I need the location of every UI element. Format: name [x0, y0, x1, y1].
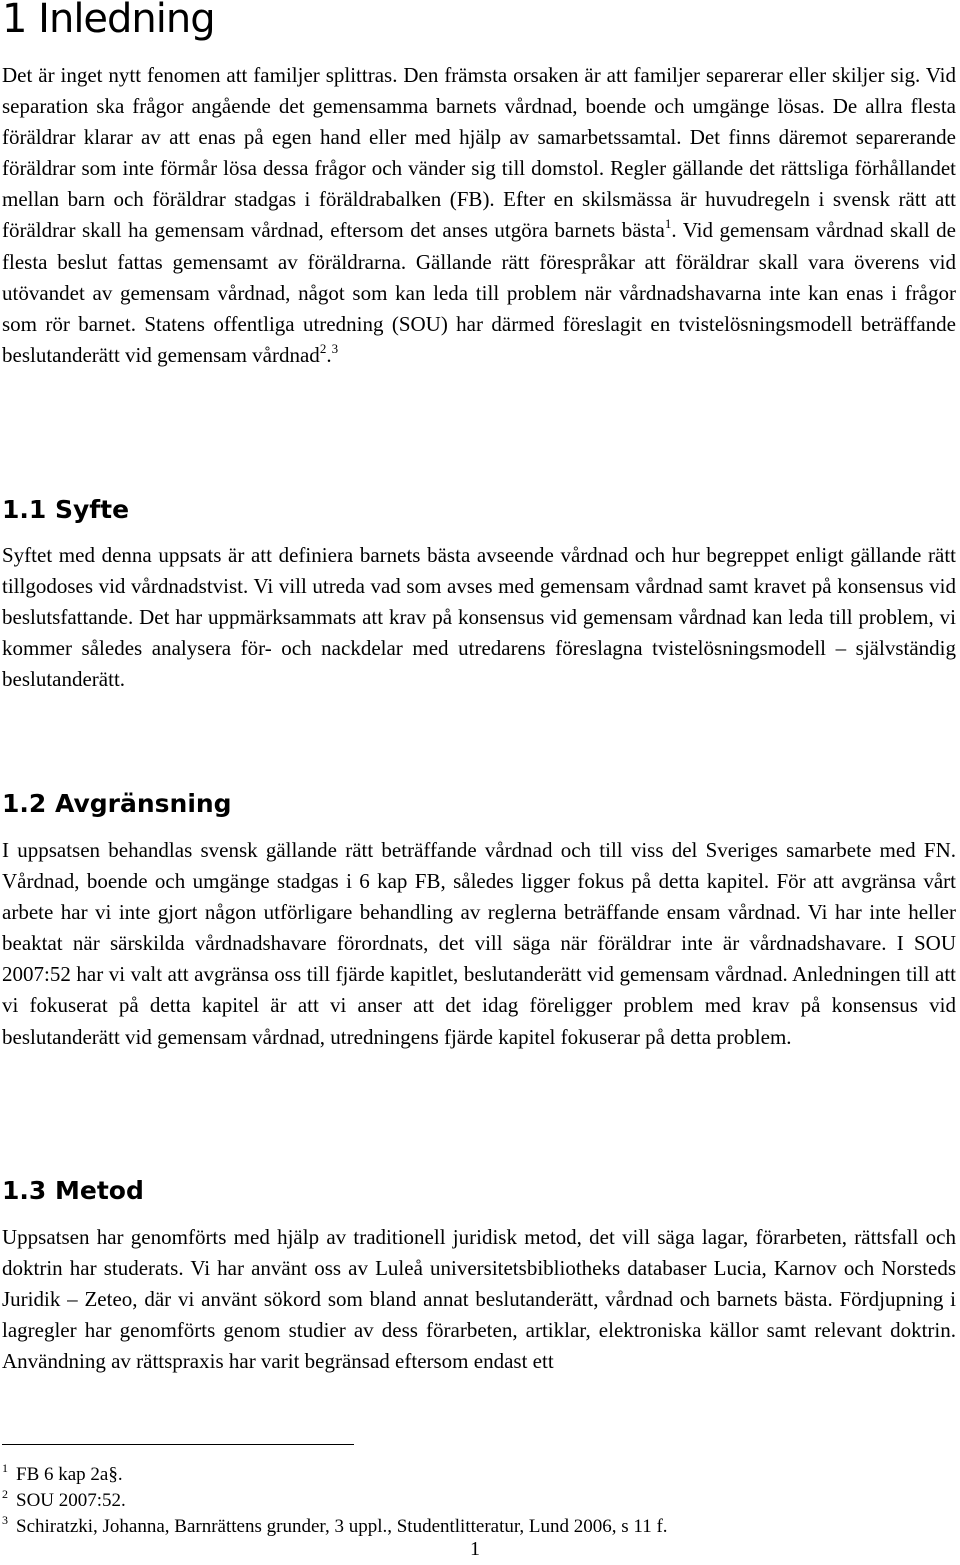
- footnote-number: 3: [2, 1513, 8, 1527]
- footnote-number: 2: [2, 1487, 8, 1501]
- section-heading-syfte: 1.1 Syfte: [2, 495, 130, 524]
- footnote-text: Schiratzki, Johanna, Barnrättens grunder, 3 uppl., Studentlitteratur, Lund 2006, s 11 f.: [16, 1516, 668, 1537]
- intro-text-part-3: .: [326, 342, 332, 367]
- footnote-text: FB 6 kap 2a§.: [16, 1464, 123, 1485]
- intro-text-part-2: . Vid gemensam vårdnad skall de flesta beslut fattas gemensamt av föräldrarna. Gällande rätt förespråkar att föräldrar skall vara överens vid utövandet av gemensam vårdnad, något som kan leda till problem när vårdnadshavarna inte kan enas i frågor som rör barnet. Statens offentliga utredning (SOU) har därmed föreslagit en tvistelösningsmodell beträffande beslutanderätt vid gemensam vårdnad: [2, 218, 957, 367]
- footnotes: [2, 1462, 956, 1540]
- footnote-separator: [2, 1444, 354, 1445]
- page-number: 1: [470, 1538, 480, 1560]
- footnote-ref-2[interactable]: 2: [319, 340, 327, 356]
- footnote-2: [2, 1488, 956, 1514]
- footnote-text: SOU 2007:52.: [16, 1490, 126, 1511]
- section-text-metod: Uppsatsen har genomförts med hjälp av traditionell juridisk metod, det vill säga lagar, förarbeten, rättsfall och doktrin har studerats. Vi har använt oss av Luleå universitetsbibliotheks databaser Lucia, Karnov och Norsteds Juridik – Zeteo, där vi använt sökord som bland annat beslutanderätt, vårdnad och barnets bästa. Fördjupning i lagregler har genomförts genom studier av dess förarbeten, artiklar, elektroniska källor samt relevant doktrin. Användning av rättspraxis har varit begränsad eftersom endast ett: [2, 1225, 956, 1374]
- section-heading-metod: 1.3 Metod: [2, 1176, 144, 1205]
- footnote-ref-3[interactable]: 3: [331, 340, 339, 356]
- footnote-1: [2, 1462, 956, 1488]
- intro-paragraph: [2, 60, 956, 371]
- intro-text-part-1: Det är inget nytt fenomen att familjer splittras. Den främsta orsaken är att familjer separerar eller skiljer sig. Vid separation ska frågor angående det gemensamma barnets vårdnad, boende och umgänge lösas. De allra flesta föräldrar klarar av att enas på egen hand eller med hjälp av samarbetssamtal. Det finns däremot separerande föräldrar som inte förmår lösa dessa frågor och vänder sig till domstol. Regler gällande det rättsliga förhållandet mellan barn och föräldrar stadgas i föräldrabalken (FB). Efter en skilsmässa är huvudregeln i svensk rätt att föräldrar skall ha gemensam vårdnad, eftersom det anses utgöra barnets bästa: [2, 63, 956, 243]
- section-text-avgransning: I uppsatsen behandlas svensk gällande rätt beträffande vårdnad och till viss del Sveriges samarbete med FN. Vårdnad, boende och umgänge stadgas i 6 kap FB, således ligger fokus på detta kapitel. För att avgränsa vårt arbete har vi inte gjort någon utförligare behandling av reglerna beträffande ensam vårdnad. Vi har inte heller beaktat när särskilda vårdnadshavare förordnats, det vill säga när föräldrar inte är vårdnadshavare. I SOU 2007:52 har vi valt att avgränsa oss till fjärde kapitlet, beslutanderätt vid gemensam vårdnad. Anledningen till att vi fokuserat på detta kapitel är att vi anser att det idag föreligger problem med krav på konsensus vid beslutanderätt vid gemensam vårdnad, utredningens fjärde kapitel fokuserar på detta problem.: [2, 838, 956, 1049]
- footnote-number: 1: [2, 1461, 8, 1475]
- footnote-ref-1[interactable]: 1: [664, 216, 672, 232]
- section-text-syfte: Syftet med denna uppsats är att definiera barnets bästa avseende vårdnad och hur begreppet enligt gällande rätt tillgodoses vid vårdnadstvist. Vi vill utreda vad som avses med gemensam vårdnad samt kravet på konsensus vid beslutsfattande. Det har uppmärksammats att krav på konsensus vid gemensam vårdnad kan leda till problem, vi kommer således analysera för- och nackdelar med utredarens föreslagna tvistelösningsmodell – självständig beslutanderätt.: [2, 543, 956, 692]
- section-heading-avgransning: 1.2 Avgränsning: [2, 789, 232, 818]
- chapter-title: 1 Inledning: [2, 0, 215, 42]
